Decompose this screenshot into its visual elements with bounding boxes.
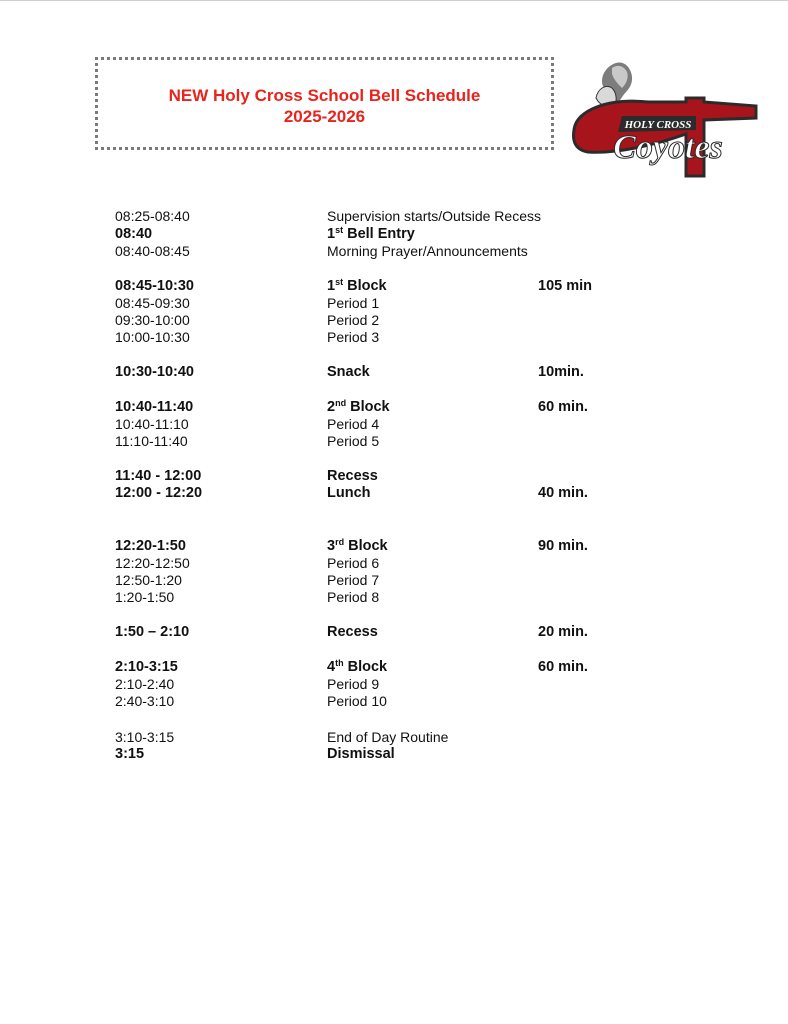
activity-label-rest: Block xyxy=(343,278,387,294)
schedule-row xyxy=(0,692,788,710)
schedule-activity xyxy=(327,432,379,450)
schedule-row xyxy=(0,658,788,676)
schedule-row xyxy=(0,415,788,433)
schedule-duration: 105 min xyxy=(538,278,592,294)
activity-label-rest: Block xyxy=(346,399,390,415)
school-year: 2025-2026 xyxy=(283,107,366,126)
schedule-time: 2:10-2:40 xyxy=(115,676,175,692)
schedule-activity xyxy=(327,588,379,606)
schedule-time: 10:30-10:40 xyxy=(115,364,194,380)
schedule-time: 1:20-1:50 xyxy=(115,589,175,605)
schedule-time: 3:10-3:15 xyxy=(115,729,175,745)
schedule-time: 3:15 xyxy=(115,746,145,762)
schedule-time: 10:00-10:30 xyxy=(115,329,190,345)
schedule-time: 08:40 xyxy=(115,226,153,242)
schedule-time: 08:45-09:30 xyxy=(115,295,190,311)
schedule-activity xyxy=(327,571,379,589)
schedule-activity xyxy=(327,675,379,693)
schedule-time: 12:00 - 12:20 xyxy=(115,485,203,501)
activity-label: Period 10 xyxy=(327,693,387,709)
activity-label: Period 4 xyxy=(327,416,380,432)
schedule-row xyxy=(0,745,788,763)
schedule-row xyxy=(0,328,788,346)
schedule-duration: 10min. xyxy=(538,364,584,380)
schedule-row xyxy=(0,467,788,485)
schedule-row xyxy=(0,537,788,555)
schedule-row xyxy=(0,398,788,416)
schedule-duration: 90 min. xyxy=(538,538,588,554)
activity-label: Morning Prayer/Announcements xyxy=(327,243,528,259)
schedule-row xyxy=(0,242,788,260)
ordinal-suffix: th xyxy=(335,658,344,668)
schedule-activity xyxy=(327,745,395,763)
schedule-time: 11:40 - 12:00 xyxy=(115,468,202,484)
activity-label: Period 5 xyxy=(327,433,380,449)
schedule-row xyxy=(0,311,788,329)
schedule-row xyxy=(0,207,788,225)
activity-label: Lunch xyxy=(327,485,371,501)
schedule-activity xyxy=(327,363,370,381)
schedule-duration: 20 min. xyxy=(538,624,588,640)
activity-label: Period 8 xyxy=(327,589,380,605)
schedule-row xyxy=(0,623,788,641)
activity-label: End of Day Routine xyxy=(327,729,449,745)
logo-text-top: HOLY CROSS xyxy=(624,119,692,131)
schedule-row xyxy=(0,571,788,589)
schedule-time: 11:10-11:40 xyxy=(115,433,188,449)
activity-label-rest: Block xyxy=(343,659,388,675)
title-box xyxy=(95,57,554,150)
activity-label: 2 xyxy=(327,399,336,415)
schedule-activity xyxy=(327,658,387,676)
schedule-time: 1:50 – 2:10 xyxy=(115,624,190,640)
ordinal-suffix: st xyxy=(335,225,344,235)
schedule-duration: 60 min. xyxy=(538,659,588,675)
coyotes-logo xyxy=(568,58,760,180)
activity-label: Period 9 xyxy=(327,676,380,692)
schedule-time: 2:40-3:10 xyxy=(115,693,175,709)
schedule-activity xyxy=(327,311,379,329)
schedule-activity xyxy=(327,537,388,555)
activity-label-rest: Bell Entry xyxy=(343,226,415,242)
ordinal-suffix: rd xyxy=(335,537,345,547)
schedule-row xyxy=(0,363,788,381)
schedule-activity xyxy=(327,484,371,502)
schedule-time: 08:25-08:40 xyxy=(115,208,190,224)
activity-label: Period 2 xyxy=(327,312,380,328)
schedule-row xyxy=(0,225,788,243)
schedule-activity xyxy=(327,554,379,572)
schedule-activity xyxy=(327,242,528,260)
activity-label: Period 1 xyxy=(327,295,380,311)
schedule-activity xyxy=(327,294,379,312)
schedule-time: 08:45-10:30 xyxy=(115,278,194,294)
activity-label: Period 7 xyxy=(327,572,380,588)
schedule-row xyxy=(0,277,788,295)
schedule-time: 12:20-1:50 xyxy=(115,538,186,554)
coyote-cross-logo-icon xyxy=(568,58,760,180)
schedule-activity xyxy=(327,692,387,710)
activity-label: Supervision starts/Outside Recess xyxy=(327,208,541,224)
schedule-activity xyxy=(327,398,390,416)
activity-label: 4 xyxy=(327,659,336,675)
ordinal-suffix: nd xyxy=(335,398,347,408)
schedule-row xyxy=(0,432,788,450)
schedule-duration: 40 min. xyxy=(538,485,588,501)
schedule-activity xyxy=(327,225,415,243)
schedule-activity xyxy=(327,728,448,746)
activity-label: 1 xyxy=(327,226,336,242)
schedule-time: 10:40-11:40 xyxy=(115,399,194,415)
ordinal-suffix: st xyxy=(335,277,344,287)
schedule-time: 09:30-10:00 xyxy=(115,312,190,328)
schedule-activity xyxy=(327,415,379,433)
activity-label: Period 6 xyxy=(327,555,380,571)
activity-label: Recess xyxy=(327,468,378,484)
schedule-row xyxy=(0,728,788,746)
activity-label: 1 xyxy=(327,278,336,294)
schedule-time: 2:10-3:15 xyxy=(115,659,178,675)
logo-text-main: Coyotes xyxy=(613,129,723,166)
activity-label: 3 xyxy=(327,538,336,554)
activity-label: Recess xyxy=(327,624,378,640)
schedule-time: 12:20-12:50 xyxy=(115,555,190,571)
schedule-row xyxy=(0,675,788,693)
schedule-activity xyxy=(327,328,379,346)
schedule-row xyxy=(0,588,788,606)
schedule-activity xyxy=(327,207,541,225)
activity-label-rest: Block xyxy=(344,538,388,554)
schedule-time: 10:40-11:10 xyxy=(115,416,189,432)
top-divider xyxy=(0,0,788,1)
schedule-time: 08:40-08:45 xyxy=(115,243,190,259)
activity-label: Period 3 xyxy=(327,329,380,345)
schedule-time: 12:50-1:20 xyxy=(115,572,182,588)
schedule-row xyxy=(0,484,788,502)
schedule-activity xyxy=(327,467,378,485)
schedule-activity xyxy=(327,623,378,641)
schedule-row xyxy=(0,294,788,312)
schedule-activity xyxy=(327,277,387,295)
activity-label: Snack xyxy=(327,364,370,380)
schedule-row xyxy=(0,554,788,572)
page-title: NEW Holy Cross School Bell Schedule xyxy=(168,86,481,105)
schedule-duration: 60 min. xyxy=(538,399,588,415)
activity-label: Dismissal xyxy=(327,746,395,762)
